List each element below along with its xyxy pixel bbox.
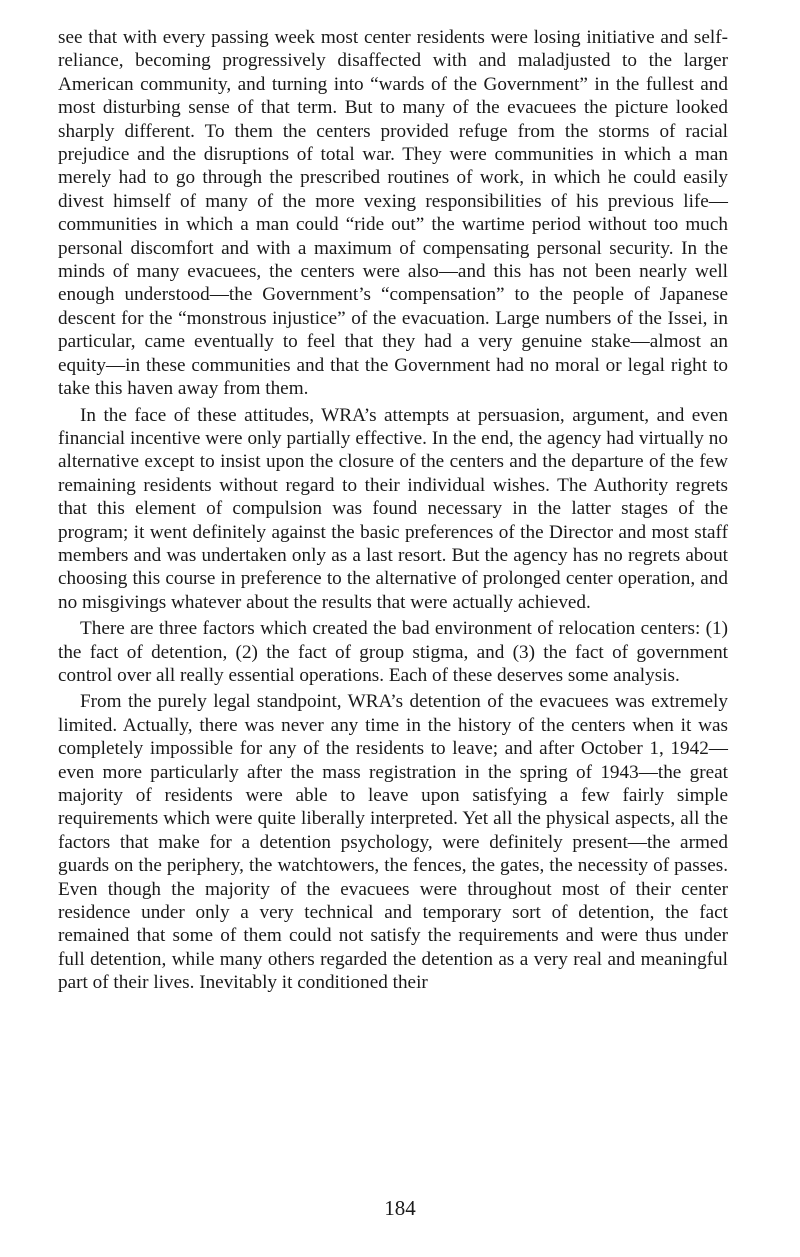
paragraph-three-factors: There are three factors which created the bad environment of relocation centers: (1) the fact of detention, (2) the fact of group stigma, and (3) the fact of government control over all really essential operations. Each of these deserves some analysis. <box>58 618 728 686</box>
paragraph-continuation: see that with every passing week most center residents were losing initiative and self-reliance, becoming progressively disaffected with and maladjusted to the larger American community, and turning into “wards of the Government” in the fullest and most disturbing sense of that term. But to many of the evacuees the picture looked sharply different. To them the centers provided refuge from the storms of racial prejudice and the disruptions of total war. They were communities in which a man merely had to go through the prescribed routines of work, in which he could easily divest himself of many of the more vexing responsibilities of his previous life—communities in which a man could “ride out” the wartime period without too much personal discomfort and with a maximum of compensating personal security. In the minds of many evacuees, the centers were also—and this has not been nearly well enough understood—the Government’s “compensation” to the people of Japanese descent for the “monstrous injustice” of the evacuation. Large numbers of the Issei, in particular, came eventually to feel that they had a very genuine stake—almost an equity—in these communities and that the Government had no moral or legal right to take this haven away from them. <box>58 27 728 400</box>
paragraph-attitudes: In the face of these attitudes, WRA’s attempts at persuasion, argument, and even financial incentive were only partially effective. In the end, the agency had virtually no alternative except to insist upon the closure of the centers and the departure of the few remaining residents without regard to their individual wishes. The Authority regrets that this element of compulsion was found necessary in the latter stages of the program; it went definitely against the basic preferences of the Director and most staff members and was undertaken only as a last resort. But the agency has no regrets about choosing this course in preference to the alternative of prolonged center operation, and no misgivings whatever about the results that were actually achieved. <box>58 404 728 613</box>
page-body <box>58 26 728 995</box>
paragraph-detention: From the purely legal standpoint, WRA’s detention of the evacuees was extremely limited. Actually, there was never any time in the history of the centers when it was completely impossible for any of the residents to leave; and after October 1, 1942—even more particularly after the mass registration in the spring of 1943—the great majority of residents were able to leave upon satisfying a few fairly simple requirements which were quite liberally interpreted. Yet all the physical aspects, all the factors that make for a detention psychology, were definitely present—the armed guards on the periphery, the watchtowers, the fences, the gates, the necessity of passes. Even though the majority of the evacuees were throughout most of their center residence under only a very technical and temporary sort of detention, the fact remained that some of them could not satisfy the requirements and were thus under full detention, while many others regarded the detention as a very real and meaningful part of their lives. Inevitably it conditioned their <box>58 691 728 994</box>
page-number: 184 <box>384 1196 416 1220</box>
